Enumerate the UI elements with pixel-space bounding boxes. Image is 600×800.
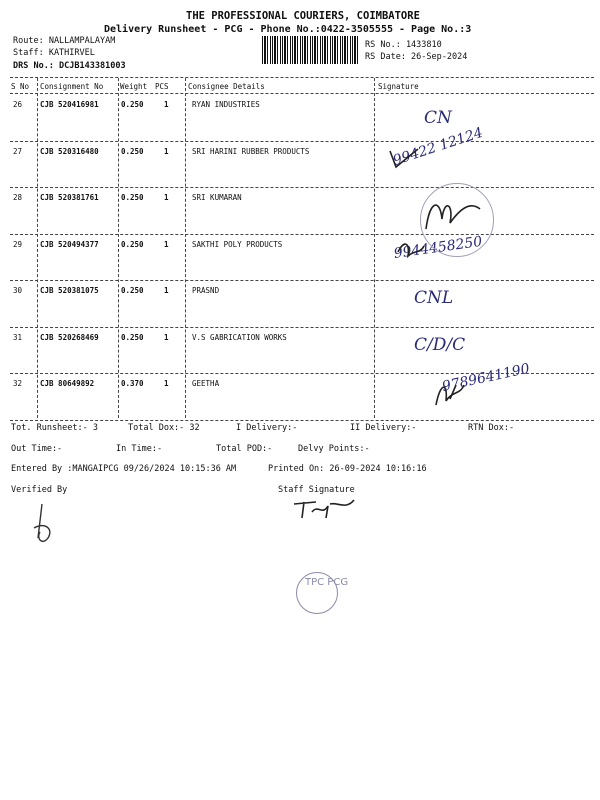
col-separator <box>374 78 375 418</box>
row-weight: 0.250 <box>121 100 144 109</box>
row-signature: 9789641190 <box>440 360 532 395</box>
drs-number: DRS No.: DCJB143381003 <box>13 61 126 71</box>
col-signature: Signature <box>378 82 419 91</box>
row-pcs: 1 <box>164 146 169 156</box>
entered-by: Entered By :MANGAIPCG 09/26/2024 10:15:36 AM <box>11 464 237 474</box>
verifier-signature-mark <box>30 498 70 548</box>
row-signature: 9944458250 <box>392 233 484 262</box>
row-divider <box>10 420 594 421</box>
col-separator <box>185 78 186 418</box>
row-pcs: 1 <box>164 332 169 342</box>
row-sno: 32 <box>13 379 23 388</box>
consignee-rubber-stamp <box>420 183 494 257</box>
row-divider <box>10 234 594 235</box>
row-divider <box>10 327 594 328</box>
signature-stroke <box>390 149 418 167</box>
col-separator <box>37 78 38 418</box>
handwritten-signature-mark <box>388 145 458 189</box>
row-signature: C/D/C <box>414 334 466 355</box>
row-consignment-no: CJB 520494377 <box>40 239 99 249</box>
row-signature: 99422 12124 <box>391 124 485 169</box>
row-consignee: SAKTHI POLY PRODUCTS <box>192 239 283 249</box>
printed-on: Printed On: 26-09-2024 10:16:16 <box>268 464 427 474</box>
row-consignee: GEETHA <box>192 379 220 388</box>
total-pod: Total POD:- <box>216 444 273 454</box>
row-consignee: SRI HARINI RUBBER PRODUCTS <box>192 146 310 156</box>
row-consignment-no: CJB 520381075 <box>40 286 99 295</box>
total-dox: Total Dox:- 32 <box>128 423 200 433</box>
row-consignment-no: CJB 80649892 <box>40 379 95 388</box>
route-label: Route: NALLAMPALAYAM <box>13 36 116 46</box>
row-divider <box>10 141 594 142</box>
row-consignment-no: CJB 520381761 <box>40 193 99 202</box>
signature-stroke <box>436 385 464 405</box>
out-time: Out Time:- <box>11 444 63 454</box>
table-header-rule <box>10 93 594 94</box>
row-consignee: V.S GABRICATION WORKS <box>192 332 287 342</box>
staff-label: Staff: KATHIRVEL <box>13 48 95 58</box>
row-pcs: 1 <box>164 239 169 249</box>
staff-signature-mark <box>290 492 360 522</box>
verified-by: Verified By <box>11 485 68 495</box>
row-pcs: 1 <box>164 193 169 202</box>
rs-date: RS Date: 26-Sep-2024 <box>365 52 468 62</box>
row-pcs: 1 <box>164 100 169 109</box>
col-sno: S No <box>11 82 30 91</box>
row-signature: CNL <box>414 288 454 308</box>
rs-number: RS No.: 1433810 <box>365 40 442 50</box>
row-pcs: 1 <box>164 379 169 388</box>
row-consignment-no: CJB 520268469 <box>40 332 99 342</box>
row-weight: 0.250 <box>121 332 144 342</box>
row-consignment-no: CJB 520416981 <box>40 100 99 109</box>
row-consignee: SRI KUMARAN <box>192 193 242 202</box>
in-time: In Time:- <box>116 444 163 454</box>
signature-stroke <box>398 244 424 256</box>
col-consignee: Consignee Details <box>188 82 265 91</box>
row-weight: 0.250 <box>121 193 144 202</box>
row-consignee: PRASND <box>192 286 220 295</box>
row-consignment-no: CJB 520316480 <box>40 146 99 156</box>
handwritten-signature-mark <box>430 375 500 419</box>
row-weight: 0.250 <box>121 286 144 295</box>
row-sno: 26 <box>13 100 23 109</box>
col-pcs: PCS <box>155 82 169 91</box>
i-delivery: I Delivery:- <box>236 423 298 433</box>
row-sno: 27 <box>13 146 23 156</box>
row-weight: 0.250 <box>121 239 144 249</box>
ii-delivery: II Delivery:- <box>350 423 417 433</box>
col-separator <box>118 78 119 418</box>
table-top-rule <box>10 77 594 78</box>
row-sno: 31 <box>13 332 23 342</box>
company-stamp <box>296 572 349 614</box>
runsheet-subtitle: Delivery Runsheet - PCG - Phone No.:0422-3505555 - Page No.:3 <box>104 24 472 35</box>
row-sno: 28 <box>13 193 23 202</box>
row-weight: 0.250 <box>121 146 144 156</box>
row-weight: 0.370 <box>121 379 144 388</box>
total-runsheet: Tot. Runsheet:- 3 <box>11 423 98 433</box>
stamp-text: TPC PCG <box>305 577 349 588</box>
row-pcs: 1 <box>164 286 169 295</box>
row-signature: CN <box>424 108 452 128</box>
row-consignee: RYAN INDUSTRIES <box>192 100 260 109</box>
row-sno: 29 <box>13 239 23 249</box>
col-consignment: Consignment No <box>40 82 104 91</box>
company-title: THE PROFESSIONAL COURIERS, COIMBATORE <box>186 10 420 22</box>
col-weight: Weight <box>120 82 148 91</box>
row-divider <box>10 187 594 188</box>
row-divider <box>10 280 594 281</box>
row-sno: 30 <box>13 286 23 295</box>
staff-signature-label: Staff Signature <box>278 485 355 495</box>
barcode-image <box>262 36 358 64</box>
delvy-points: Delvy Points:- <box>298 444 370 454</box>
rtn-dox: RTN Dox:- <box>468 423 515 433</box>
